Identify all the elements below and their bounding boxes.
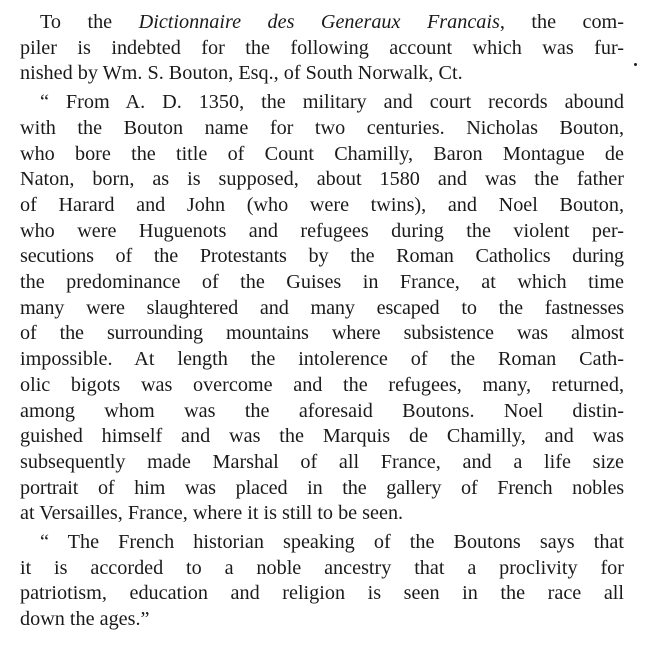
text-line: who bore the title of Count Chamilly, Baron Montague de (20, 142, 624, 165)
text-line: the predominance of the Guises in France, at which time (20, 271, 624, 294)
paragraph-historian (20, 530, 624, 633)
text-line (20, 10, 624, 36)
text-line: olic bigots was overcome and the refugees, many, returned, (20, 373, 624, 396)
text-line: who were Huguenots and refugees during the violent per- (20, 219, 624, 242)
text-line: “ From A. D. 1350, the military and court records abound (40, 91, 624, 114)
text-line: Naton, born, as is supposed, about 1580 and was the father (20, 168, 624, 191)
text-line: it is accorded to a noble ancestry that a proclivity for (20, 556, 624, 579)
text-segment: , the com- (499, 11, 624, 33)
margin-dot (634, 63, 637, 66)
text-line: among whom was the aforesaid Boutons. Noel distin- (20, 399, 624, 422)
text-line: portrait of him was placed in the gallery of French nobles (20, 476, 624, 499)
document-page (20, 10, 624, 636)
text-line: down the ages.” (20, 608, 150, 631)
text-line: subsequently made Marshal of all France, and a life size (20, 450, 624, 473)
book-title: Dictionnaire des Generaux Francais (138, 11, 500, 33)
text-line: of Harard and John (who were twins), and Noel Bouton, (20, 193, 624, 216)
text-line: guished himself and was the Marquis de Chamilly, and was (20, 425, 624, 448)
text-line: secutions of the Protestants by the Roman Catholics during (20, 245, 624, 268)
text-segment: To the (40, 11, 139, 33)
text-line: “ The French historian speaking of the Boutons says that (40, 531, 624, 554)
text-line: many were slaughtered and many escaped to the fastnesses (20, 296, 624, 319)
text-line: nished by Wm. S. Bouton, Esq., of South Norwalk, Ct. (20, 62, 463, 85)
text-line: piler is indebted for the following account which was fur- (20, 36, 624, 59)
text-line: impossible. At length the intolerence of the Roman Cath- (20, 348, 624, 371)
paragraph-history (20, 90, 624, 527)
text-line: at Versailles, France, where it is still to be seen. (20, 502, 404, 525)
text-line: patriotism, education and religion is seen in the race all (20, 582, 624, 605)
text-line: of the surrounding mountains where subsistence was almost (20, 322, 624, 345)
paragraph-intro (20, 10, 624, 87)
text-line: with the Bouton name for two centuries. Nicholas Bouton, (20, 116, 624, 139)
